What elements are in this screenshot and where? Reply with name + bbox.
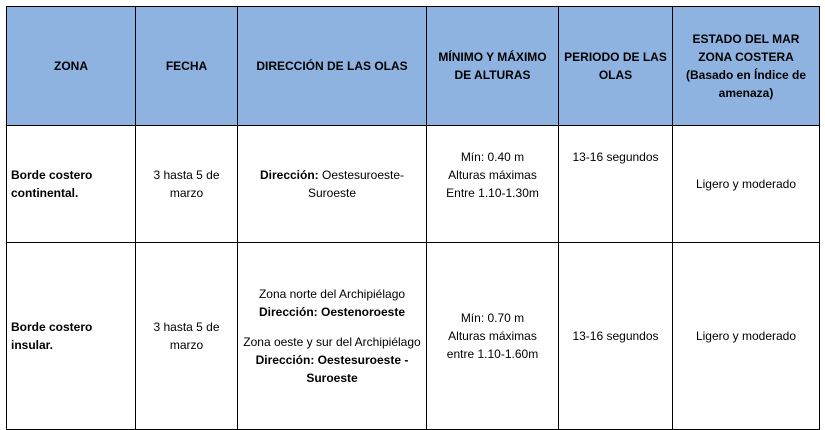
header-estado-line3: (Basado en Índice de amenaza) — [685, 68, 807, 100]
cell-zona: Borde costero insular. — [7, 243, 136, 430]
cell-direccion — [238, 126, 427, 243]
direccion-value: Oestesuroeste-Suroeste — [307, 168, 405, 200]
header-fecha: FECHA — [136, 7, 238, 126]
cell-estado: Ligero y moderado — [673, 243, 820, 430]
header-estado — [673, 7, 820, 126]
header-estado-line2: ZONA COSTERA — [698, 50, 794, 64]
cell-fecha: 3 hasta 5 de marzo — [136, 126, 238, 243]
forecast-table — [6, 6, 820, 430]
cell-periodo: 13-16 segundos — [559, 126, 673, 243]
cell-estado: Ligero y moderado — [673, 126, 820, 243]
cell-alturas — [427, 243, 559, 430]
direccion-zone-west-south: Zona oeste y sur del Archipiélago — [243, 335, 421, 349]
direccion-west-south: Dirección: Oestesuroeste - Suroeste — [255, 353, 409, 385]
direccion-zone-north: Zona norte del Archipiélago — [258, 287, 406, 301]
alturas-min: Mín: 0.40 m — [460, 150, 525, 164]
alturas-max-label: Alturas máximas — [448, 329, 537, 343]
table-row — [7, 243, 820, 430]
alturas-max-label: Alturas máximas — [448, 168, 537, 182]
header-periodo: PERIODO DE LAS OLAS — [559, 7, 673, 126]
cell-periodo: 13-16 segundos — [559, 243, 673, 430]
table-row — [7, 126, 820, 243]
cell-zona: Borde costero continental. — [7, 126, 136, 243]
cell-direccion — [238, 243, 427, 430]
alturas-range: entre 1.10-1.60m — [446, 347, 539, 361]
cell-alturas — [427, 126, 559, 243]
header-zona: ZONA — [7, 7, 136, 126]
direccion-north: Dirección: Oestenoroeste — [258, 305, 406, 319]
direccion-label: Dirección: — [259, 168, 319, 182]
alturas-range: Entre 1.10-1.30m — [446, 186, 539, 200]
cell-fecha: 3 hasta 5 de marzo — [136, 243, 238, 430]
header-estado-line1: ESTADO DEL MAR — [692, 32, 800, 46]
header-alturas: MÍNIMO Y MÁXIMO DE ALTURAS — [427, 7, 559, 126]
alturas-min: Mín: 0.70 m — [460, 311, 525, 325]
header-direccion: DIRECCIÓN DE LAS OLAS — [238, 7, 427, 126]
header-row — [7, 7, 820, 126]
